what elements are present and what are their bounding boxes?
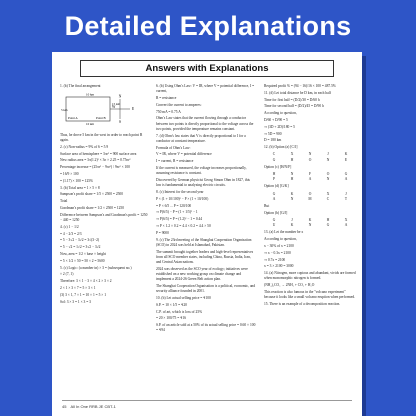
grid-cell: C	[326, 196, 330, 201]
grid-cell: O	[308, 157, 312, 162]
grid-cell: K	[308, 218, 312, 222]
grid-cell: N	[290, 196, 294, 201]
grid-cell: A	[272, 196, 276, 201]
answer-line: But	[264, 204, 270, 208]
answer-line: Option (b) [G/J]	[264, 210, 288, 215]
grid-cell: N	[290, 171, 294, 176]
compass-west: W	[112, 104, 116, 109]
grid-cell: J	[327, 152, 329, 157]
answer-line: 4. (c) 1 − 1/2	[60, 224, 79, 229]
grid-cell: N	[308, 223, 312, 228]
grid-cell: P	[273, 177, 275, 182]
answer-line: 10. (b) Let actual selling price = ₹100	[156, 295, 211, 300]
grid-cell: G	[272, 218, 276, 222]
grid-cell: K	[344, 152, 348, 157]
answer-line: = 16/9 × 100	[60, 171, 79, 176]
answer-line: = 5 − 3√2 − 3√2 = 3√(3−2)	[60, 238, 100, 243]
letter-grid-c	[264, 172, 356, 182]
distance-left: 5 km	[61, 107, 68, 112]
grid-cell: X	[290, 152, 294, 157]
grid-cell: O	[308, 191, 312, 196]
banner-title: Detailed Explanations	[64, 10, 352, 41]
grid-cell: G	[272, 157, 276, 162]
answer-line: 15. There is an example of a decomposition reaction.	[264, 301, 341, 306]
answer-line: This reaction is also famous in the "volcano experiment" because it looks like a small volcano eruption when performed.	[264, 289, 356, 300]
grid-cell: E	[344, 157, 348, 162]
answer-column-1	[60, 84, 148, 402]
answer-line: × 2 (7, 1)	[60, 272, 74, 277]
answer-line: (NH₄)₂CO₃ → 2NH₃ + CO₂ + H₂O	[264, 283, 315, 288]
answer-line: Goodman's profit share = 1/2 × 2500 = 1250	[60, 205, 125, 210]
answer-line: 7. (d) Ohm's law states that V is directly proportional to I for a conductor at constant temperature.	[156, 133, 246, 143]
direction-diagram	[60, 91, 144, 131]
answer-line: 13. (a) Let the number be x	[264, 230, 304, 235]
answer-line: P × (1 + 10/100)² − P × (1 + 10/100)	[156, 196, 209, 201]
answer-line: = (1.17) × 100 = 125%	[60, 178, 94, 183]
answer-line: 11. (d) Let total distance be D km, in each half	[264, 90, 331, 95]
answer-line: x − 30% of x = 2100	[264, 244, 294, 248]
answer-line: Required profit % = (94 − 16)/16 × 100 = 487.5%	[264, 84, 336, 88]
answer-line: Sampson's profit share = 1/5 × 2500 = 2500	[60, 192, 124, 197]
answer-line: Therefore: 3 × 1 − 3 × 4 × 2 × 3 × 2	[60, 279, 112, 284]
answer-line: 6. (b) Using Ohm's Law: V = IR, where V = potential difference, I = current,	[156, 84, 255, 94]
answer-line: D/60 + D/90 = 5	[264, 117, 288, 122]
answer-line: 9. (c) The 23rd meeting of the Shanghai Cooperation Organisation (SCO) in 2024 was held at Islamabad, Pakistan.	[156, 237, 252, 247]
answer-line: 750 mA = 0.75 A	[156, 109, 181, 114]
answer-line: V = IR, where V = potential difference	[156, 152, 212, 157]
grid-cell: H	[290, 157, 294, 162]
answer-line: Thus, he drove 5 km in the west in order to reach point B again.	[60, 132, 143, 142]
answer-line: 12. (b) Option (a) [C/J]	[264, 145, 298, 150]
answer-line: 2024 was observed as the SCO year of ecology; initiatives were established on a new working group on climate change and implement a 2024-26 Green Belt action plan.	[156, 266, 248, 282]
answer-line: S.P. of an article sold at a 50% of its actual selling price = 0.60 × 100 = ₹94	[156, 323, 256, 333]
answer-line: R = resistance	[156, 96, 177, 100]
footer-rule	[62, 400, 352, 401]
grid-row	[270, 177, 350, 182]
grid-cell: A	[308, 177, 312, 182]
book-title: All In One RRB JE CBT-1	[70, 403, 116, 409]
distance-bottom: 10 km	[85, 121, 95, 126]
answer-line: ⇒ 5D = 900	[264, 131, 282, 136]
answer-line: Formula of Ohm's Law:	[156, 145, 191, 150]
answer-line: Sol: 3 × 3 = 1 × 3 = 3	[60, 299, 91, 304]
grid-cell: X	[344, 218, 348, 222]
letter-grid-d	[264, 192, 356, 202]
grid-cell: J	[291, 218, 293, 222]
grid-cell: N	[326, 177, 330, 182]
answer-line: S.P. = 10 × 1/5 = ₹20	[156, 302, 187, 307]
answer-line: Option (c) [H/N/F]	[264, 164, 292, 169]
answer-line: Difference between Sampson's and Goodman's profit = 1250 − 440 = 1250	[60, 212, 148, 222]
grid-cell: T	[344, 196, 348, 201]
answer-line: Percentage increase = (25πr² − 9πr²) / 9πr² × 100	[60, 165, 130, 170]
answer-line: = 5 − √2 = 1√2 = 3√2 − 3√2	[60, 245, 101, 250]
answer-line: The Shanghai Cooperation Organisation is a political, economic, and security alliance founded in 2001.	[156, 283, 256, 294]
answer-line: If the current is measured, the voltage increases proportionally, assuming resistance is constant.	[156, 165, 247, 176]
answer-line: Now, area = 1/2 × base × height	[60, 251, 106, 256]
point-b-label: Point B	[96, 115, 106, 120]
grid-cell: A	[344, 177, 348, 182]
answer-column-2	[156, 84, 256, 402]
page-number: 45	[62, 403, 67, 409]
compass-north: N	[118, 94, 122, 99]
compass-east: E	[132, 106, 135, 111]
letter-grid-a	[264, 152, 356, 162]
answer-line: Discovered by German physicist Georg Simon Ohm in 1827, this law is fundamental to analyzing electric circuits.	[156, 177, 250, 188]
answer-line: ⇒ 0.7x = 2100	[264, 257, 286, 262]
grid-cell: N	[308, 152, 312, 157]
answer-line: 2 × 1 × 3 × 7 = 5 × 3 × 1	[60, 285, 96, 290]
answer-line: 3. (b) Total area = 1 × 5 × 8	[60, 185, 100, 190]
grid-cell: G	[272, 191, 276, 196]
page-footer	[62, 402, 352, 410]
grid-cell: N	[326, 157, 330, 162]
answer-line: Time for second half = (D/2)/45 = D/90 h	[264, 104, 324, 109]
answer-line: According to question,	[264, 237, 297, 242]
answer-line: ⇒ x − 0.3x = 2100	[264, 250, 291, 255]
grid-cell: J	[345, 191, 347, 196]
grid-cell: X	[326, 191, 330, 196]
book-page	[52, 52, 362, 416]
grid-cell: F	[309, 171, 311, 176]
answer-line: ⇒ P(6/5) − P = (1 + 1/5)² − 1	[156, 210, 198, 215]
grid-cell: H	[290, 177, 294, 182]
point-a-label: Point A	[68, 115, 78, 120]
answer-line: Ohm's Law states that the current flowing through a conductor between two points is directly proportional to the voltage across the two points, provided the temperature remains constant.	[156, 116, 254, 131]
grid-cell: H	[272, 171, 276, 176]
grid-cell: G	[326, 223, 330, 228]
answer-line: 8. (c) Interest for the second year	[156, 189, 204, 194]
grid-cell: K	[290, 191, 294, 196]
answer-line: = 20 × 100/75 = ₹16	[156, 316, 187, 321]
distance-right: 15 km	[112, 101, 121, 106]
answer-columns	[60, 84, 356, 402]
section-title: Answers with Explanations	[80, 60, 334, 77]
grid-cell: O	[326, 171, 330, 176]
grid-cell: M	[308, 196, 312, 201]
answer-line: Convert the current to amperes:	[156, 102, 202, 107]
answer-line: 1. (b) The final arrangement	[60, 84, 101, 88]
answer-line: = P × 6/5 ... P = 120/100	[156, 203, 192, 208]
answer-line: 2. (c) Non-radius = 9% of 6 = 5.9	[60, 144, 109, 149]
grid-row	[270, 223, 350, 228]
answer-line: 5. (c) Logic: (a number in) × 3 = (subsequent no.)	[60, 265, 132, 270]
answer-line: According to question,	[264, 111, 297, 116]
distance-top: 10 km	[85, 92, 95, 97]
letter-grid-b	[264, 218, 356, 228]
answer-line: Option (d) [G/K]	[264, 184, 289, 189]
answer-line: ⇒ (3D + 2D)/180 = 5	[264, 124, 295, 129]
compass-south: S	[119, 119, 121, 124]
grid-cell: U	[272, 223, 276, 228]
answer-line: P = 9000	[156, 230, 169, 235]
answer-line: x = 3 × 2100 = 3000	[264, 264, 294, 269]
grid-row	[270, 197, 350, 202]
answer-line: Total	[60, 199, 68, 204]
answer-line: = 5 × 1/2 × 50 = 50 × 2 = 5600	[60, 258, 105, 263]
answer-column-3	[264, 84, 356, 402]
answer-line: Time for first half = (D/2)/30 = D/60 h	[264, 97, 320, 102]
answer-line: ⇒ P × 1.2 × 0.2 = 4.4 × 0.2 = 4.4 × 50	[156, 223, 211, 228]
grid-cell: H	[326, 218, 330, 222]
grid-row	[270, 158, 350, 163]
answer-line: (3) 3 × 1, 7 × 1 = 10 × 1 = 5 × 1	[60, 292, 106, 297]
answer-line: Surface area of hemisphere = 3πr² = 900 surface area	[60, 151, 137, 156]
answer-line: D = 180 km	[264, 138, 282, 143]
grid-cell: K	[290, 223, 294, 228]
answer-line: = 4 − 2/3 = 2/3	[60, 231, 82, 236]
answer-line: The summit brought together leaders and high-level representatives from all SCO member states, including China, Russia, India, Iran, and Central Asian nations.	[156, 249, 254, 264]
answer-line: New radius area = 3π(1.2)² × 3π × 2.25 = 0.75πr²	[60, 158, 131, 163]
answer-line: C.P. of art, which is loss of 25%	[156, 309, 203, 314]
grid-cell: A	[344, 223, 348, 228]
grid-cell: G	[344, 171, 348, 176]
answer-line: ⇒ P(6/5) = P = (1.2)² − 1 = 0.44	[156, 217, 203, 222]
answer-line: 14. (a) Nitrogen, more copious and abundant, vivids are formed when monomorphic nitrogen is formed.	[264, 271, 356, 281]
grid-cell: C	[272, 152, 276, 157]
answer-line: I = current, R = resistance	[156, 159, 194, 164]
